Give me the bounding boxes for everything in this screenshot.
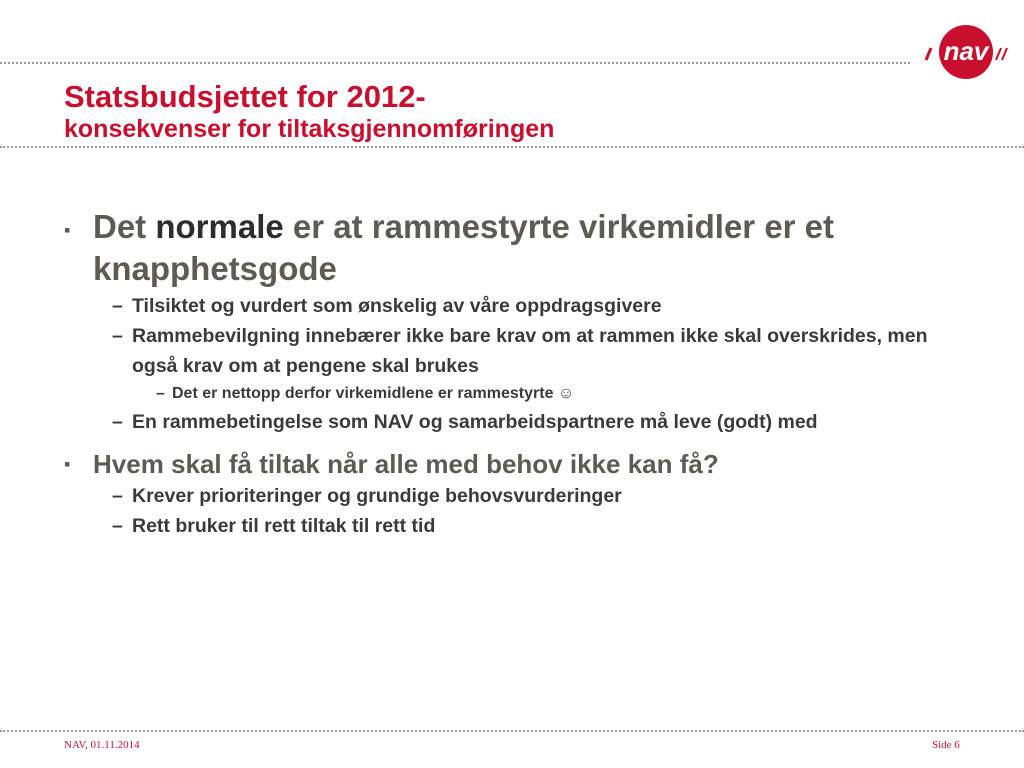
sub-bullet-text: Tilsiktet og vurdert som ønskelig av våre oppdragsgivere <box>132 295 662 317</box>
sub-bullet-1-2 <box>60 321 952 381</box>
page-title: Statsbudsjettet for 2012- <box>64 79 426 114</box>
sub-sub-bullet-text: Det er nettopp derfor virkemidlene er rammestyrte ☺ <box>172 385 575 402</box>
sub-bullet-1-1 <box>60 291 952 321</box>
header-divider-bottom <box>0 146 1024 148</box>
sub-bullet-text: Rammebevilgning innebærer ikke bare krav om at rammen ikke skal overskrides, men også krav om at pengene skal brukes <box>132 325 928 377</box>
bullet-1 <box>60 206 990 290</box>
dash-marker: – <box>112 411 123 433</box>
page-subtitle: konsekvenser for tiltaksgjennomføringen <box>64 115 555 143</box>
title-block <box>64 80 554 143</box>
sub-sub-bullet-1-2-1 <box>60 381 990 407</box>
bullet-marker: ▪ <box>64 454 71 474</box>
dash-marker: – <box>112 295 123 317</box>
bullet-1-emphasis: normale <box>155 208 284 245</box>
bullet-2-text: Hvem skal få tiltak når alle med behov ikke kan få? <box>93 449 719 479</box>
bullet-1-post: er at rammestyrte virkemidler er et knapphetsgode <box>93 208 835 287</box>
sub-bullet-1-3 <box>60 407 952 437</box>
footer-page-number: Side 6 <box>932 739 960 751</box>
sub-bullet-text: Krever prioriteringer og grundige behovsvurderinger <box>132 485 622 507</box>
footer-org-date: NAV, 01.11.2014 <box>64 739 140 751</box>
bullet-2 <box>60 447 990 481</box>
sub-bullet-2-1 <box>60 481 952 511</box>
slide-content <box>60 206 990 541</box>
bullet-marker: ▪ <box>64 220 71 240</box>
dash-marker: – <box>156 385 165 402</box>
sub-bullet-text: En rammebetingelse som NAV og samarbeidspartnere må leve (godt) med <box>132 411 818 433</box>
sub-bullet-text: Rett bruker til rett tiltak til rett tid <box>132 515 436 537</box>
sub-bullet-2-2 <box>60 511 952 541</box>
logo-text: nav <box>943 36 989 66</box>
bullet-1-pre: Det <box>93 208 156 245</box>
dash-marker: – <box>112 485 123 507</box>
dash-marker: – <box>112 325 123 347</box>
nav-logo-icon <box>922 24 1012 80</box>
footer-divider <box>0 730 1024 732</box>
header-divider-top <box>0 62 910 64</box>
dash-marker: – <box>112 515 123 537</box>
